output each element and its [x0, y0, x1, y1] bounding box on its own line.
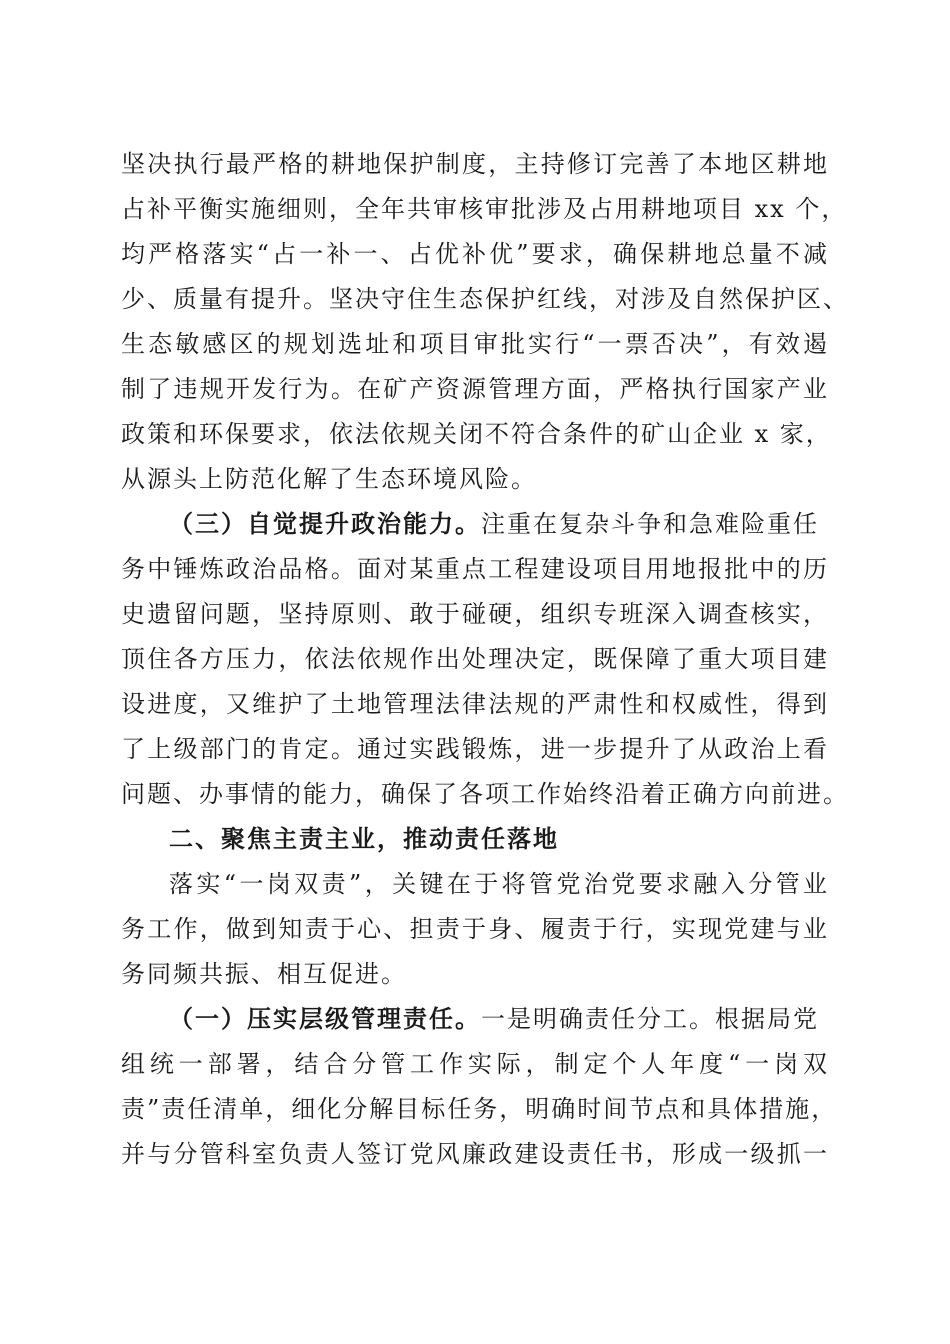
section-heading-political-ability: （三）自觉提升政治能力。	[169, 510, 481, 538]
body-text-line: 占补平衡实施细则，全年共审核审批涉及占用耕地项目 xx 个，	[121, 195, 848, 223]
body-text-line: 并与分管科室负责人签订党风廉政建设责任书，形成一级抓一	[121, 1140, 829, 1168]
body-text-fragment: 注重在复杂斗争和急难险重任	[481, 510, 819, 538]
body-text-line: 均严格落实“占一补一、占优补优”要求，确保耕地总量不减	[121, 240, 829, 268]
chapter-heading: 二、聚焦主责主业，推动责任落地	[169, 825, 559, 853]
body-text-line: 组统一部署，结合分管工作实际，制定个人年度“一岗双	[121, 1050, 829, 1078]
body-text-line: 坚决执行最严格的耕地保护制度，主持修订完善了本地区耕地	[121, 150, 829, 178]
section-heading-management-responsibility: （一）压实层级管理责任。	[169, 1005, 481, 1033]
body-text-line: 务同频共振、相互促进。	[121, 960, 407, 988]
body-text-line: 设进度，又维护了土地管理法律法规的严肃性和权威性，得到	[121, 690, 829, 718]
body-text-fragment: 一是明确责任分工。根据局党	[481, 1005, 819, 1033]
body-text-line: 从源头上防范化解了生态环境风险。	[121, 465, 537, 493]
section-1-paragraph-first-line	[169, 999, 829, 1039]
body-text-line: 少、质量有提升。坚决守住生态保护红线，对涉及自然保护区、	[121, 285, 849, 313]
body-text-line: 顶住各方压力，依法依规作出处理决定，既保障了重大项目建	[121, 645, 829, 673]
body-text-line: 落实“一岗双责”，关键在于将管党治党要求融入分管业	[169, 870, 829, 898]
body-text-line: 了上级部门的肯定。通过实践锻炼，进一步提升了从政治上看	[121, 735, 829, 763]
body-text-line: 务中锤炼政治品格。面对某重点工程建设项目用地报批中的历	[121, 555, 829, 583]
body-text-line: 问题、办事情的能力，确保了各项工作始终沿着正确方向前进。	[121, 780, 849, 808]
body-text-line: 责”责任清单，细化分解目标任务，明确时间节点和具体措施，	[121, 1095, 838, 1123]
body-text-line: 史遗留问题，坚持原则、敢于碰硬，组织专班深入调查核实，	[121, 600, 829, 628]
section-3-paragraph-first-line	[169, 504, 829, 544]
body-text-line: 生态敏感区的规划选址和项目审批实行“一票否决”，有效遏	[121, 330, 829, 358]
body-text-line: 政策和环保要求，依法依规关闭不符合条件的矿山企业 x 家，	[121, 420, 832, 448]
body-text-line: 务工作，做到知责于心、担责于身、履责于行，实现党建与业	[121, 915, 829, 943]
body-text-line: 制了违规开发行为。在矿产资源管理方面，严格执行国家产业	[121, 375, 829, 403]
